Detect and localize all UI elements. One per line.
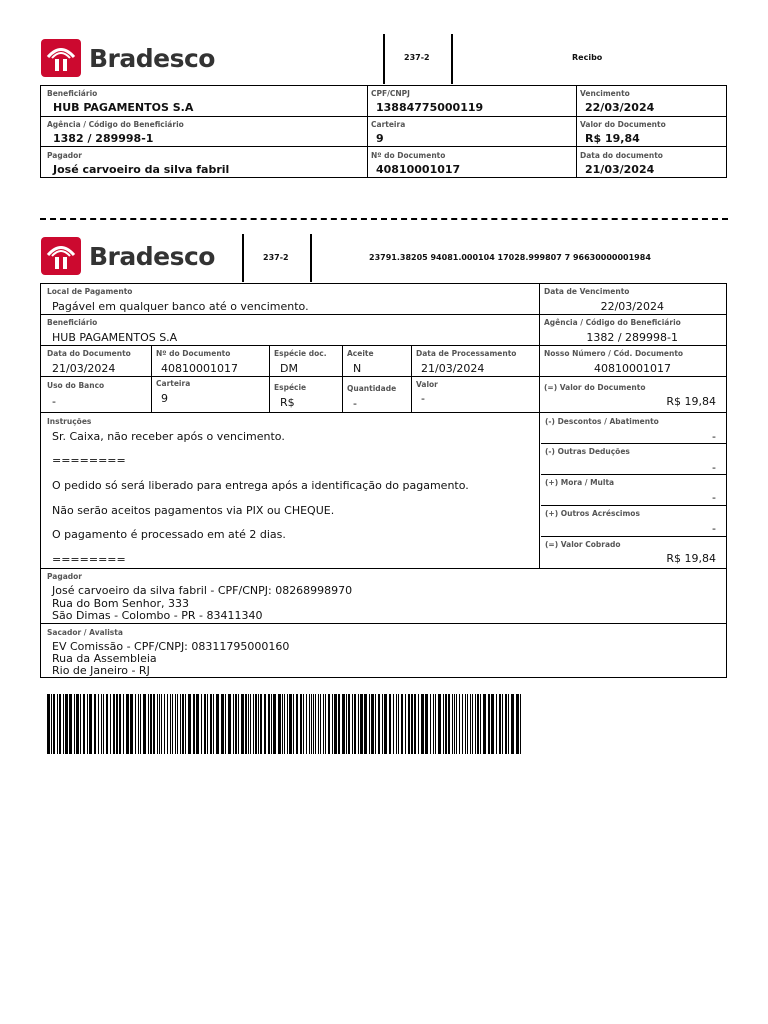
cpf-cnpj-value: 13884775000119	[376, 101, 484, 114]
bradesco-logo	[41, 39, 215, 77]
local-pagamento-value: Pagável em qualquer banco até o vencimento.	[52, 300, 309, 313]
bradesco-logo-icon	[41, 39, 81, 77]
header-divider	[242, 234, 244, 282]
valor-label: Valor do Documento	[580, 120, 666, 129]
aceite-value: N	[353, 362, 362, 375]
barcode-icon	[47, 694, 521, 754]
bradesco-logo-icon	[41, 237, 81, 275]
vencimento-label: Vencimento	[580, 89, 630, 98]
pagador-value: José carvoeiro da silva fabril	[53, 163, 230, 176]
uso-banco-value: -	[52, 395, 56, 408]
linha-digitavel: 23791.38205 94081.000104 17028.999807 7 96630000001984	[369, 253, 651, 262]
valor-cobrado-label: (=) Valor Cobrado	[545, 540, 621, 549]
carteira-value: 9	[376, 132, 384, 145]
receipt-table	[40, 85, 727, 178]
data-doc-value: 21/03/2024	[52, 362, 116, 375]
valor-doc-label: (=) Valor do Documento	[544, 383, 646, 392]
agencia-value: 1382 / 289998-1	[586, 331, 678, 344]
especie-doc-label: Espécie doc.	[274, 349, 327, 358]
mora-value: -	[712, 491, 716, 504]
carteira-value: 9	[161, 392, 168, 405]
cpf-cnpj-label: CPF/CNPJ	[371, 89, 410, 98]
nosso-numero-label: Nosso Número / Cód. Documento	[544, 349, 684, 358]
uso-banco-label: Uso do Banco	[47, 381, 105, 390]
header-divider	[310, 234, 312, 282]
beneficiario-label: Beneficiário	[47, 318, 98, 327]
agencia-value: 1382 / 289998-1	[53, 132, 154, 145]
instrucao-line: Sr. Caixa, não receber após o vencimento.	[52, 430, 285, 443]
aceite-label: Aceite	[347, 349, 374, 358]
data-doc-value: 21/03/2024	[585, 163, 655, 176]
valor-doc-value: R$ 19,84	[666, 395, 716, 408]
brand-name: Bradesco	[89, 43, 215, 73]
valor-cobrado-value: R$ 19,84	[666, 552, 716, 565]
descontos-value: -	[712, 430, 716, 443]
instrucao-line: ========	[52, 454, 126, 467]
header-divider	[383, 34, 385, 84]
header-divider	[451, 34, 453, 84]
quantidade-label: Quantidade	[347, 384, 397, 393]
bank-code: 237-2	[404, 53, 430, 62]
pagador-label: Pagador	[47, 151, 83, 160]
data-doc-label: Data do Documento	[47, 349, 131, 358]
quantidade-value: -	[353, 397, 357, 410]
data-vencimento-value: 22/03/2024	[600, 300, 664, 313]
especie-doc-value: DM	[280, 362, 298, 375]
outras-deducoes-label: (-) Outras Deduções	[545, 447, 630, 456]
descontos-label: (-) Descontos / Abatimento	[545, 417, 659, 426]
instrucao-line: O pagamento é processado em até 2 dias.	[52, 528, 286, 541]
valor-value: R$ 19,84	[585, 132, 640, 145]
num-doc-label: Nº do Documento	[371, 151, 446, 160]
beneficiario-value: HUB PAGAMENTOS S.A	[53, 101, 194, 114]
especie-value: R$	[280, 396, 295, 409]
pagador-label: Pagador	[47, 572, 83, 581]
beneficiario-value: HUB PAGAMENTOS S.A	[52, 331, 178, 344]
valor-value: -	[421, 392, 425, 405]
especie-label: Espécie	[274, 383, 307, 392]
pagador-line: São Dimas - Colombo - PR - 83411340	[52, 609, 263, 622]
data-vencimento-label: Data de Vencimento	[544, 287, 630, 296]
bradesco-logo	[41, 237, 215, 275]
bank-code: 237-2	[263, 253, 289, 262]
slip-table	[40, 283, 727, 678]
data-proc-label: Data de Processamento	[416, 349, 517, 358]
instrucoes-label: Instruções	[47, 417, 92, 426]
instrucao-line: ========	[52, 553, 126, 566]
carteira-label: Carteira	[371, 120, 406, 129]
valor-label: Valor	[416, 380, 438, 389]
local-pagamento-label: Local de Pagamento	[47, 287, 133, 296]
outros-acrescimos-value: -	[712, 522, 716, 535]
data-doc-label: Data do documento	[580, 151, 663, 160]
num-doc-label: Nº do Documento	[156, 349, 231, 358]
data-proc-value: 21/03/2024	[421, 362, 485, 375]
outras-deducoes-value: -	[712, 461, 716, 474]
beneficiario-label: Beneficiário	[47, 89, 98, 98]
brand-name: Bradesco	[89, 241, 215, 271]
instrucao-line: O pedido só será liberado para entrega após a identificação do pagamento.	[52, 479, 469, 492]
sacador-line: Rio de Janeiro - RJ	[52, 664, 150, 677]
receipt-title: Recibo	[572, 53, 603, 62]
vencimento-value: 22/03/2024	[585, 101, 655, 114]
sacador-line: EV Comissão - CPF/CNPJ: 08311795000160	[52, 640, 290, 653]
outros-acrescimos-label: (+) Outros Acréscimos	[545, 509, 640, 518]
num-doc-value: 40810001017	[161, 362, 238, 375]
sacador-label: Sacador / Avalista	[47, 628, 123, 637]
pagador-line: Rua do Bom Senhor, 333	[52, 597, 189, 610]
mora-label: (+) Mora / Multa	[545, 478, 615, 487]
instrucao-line: Não serão aceitos pagamentos via PIX ou CHEQUE.	[52, 504, 335, 517]
pagador-line: José carvoeiro da silva fabril - CPF/CNPJ: 08268998970	[52, 584, 353, 597]
cut-line	[40, 218, 728, 220]
sacador-line: Rua da Assembleia	[52, 652, 157, 665]
agencia-label: Agência / Código do Beneficiário	[47, 120, 184, 129]
carteira-label: Carteira	[156, 379, 191, 388]
nosso-numero-value: 40810001017	[594, 362, 671, 375]
num-doc-value: 40810001017	[376, 163, 461, 176]
agencia-label: Agência / Código do Beneficiário	[544, 318, 681, 327]
